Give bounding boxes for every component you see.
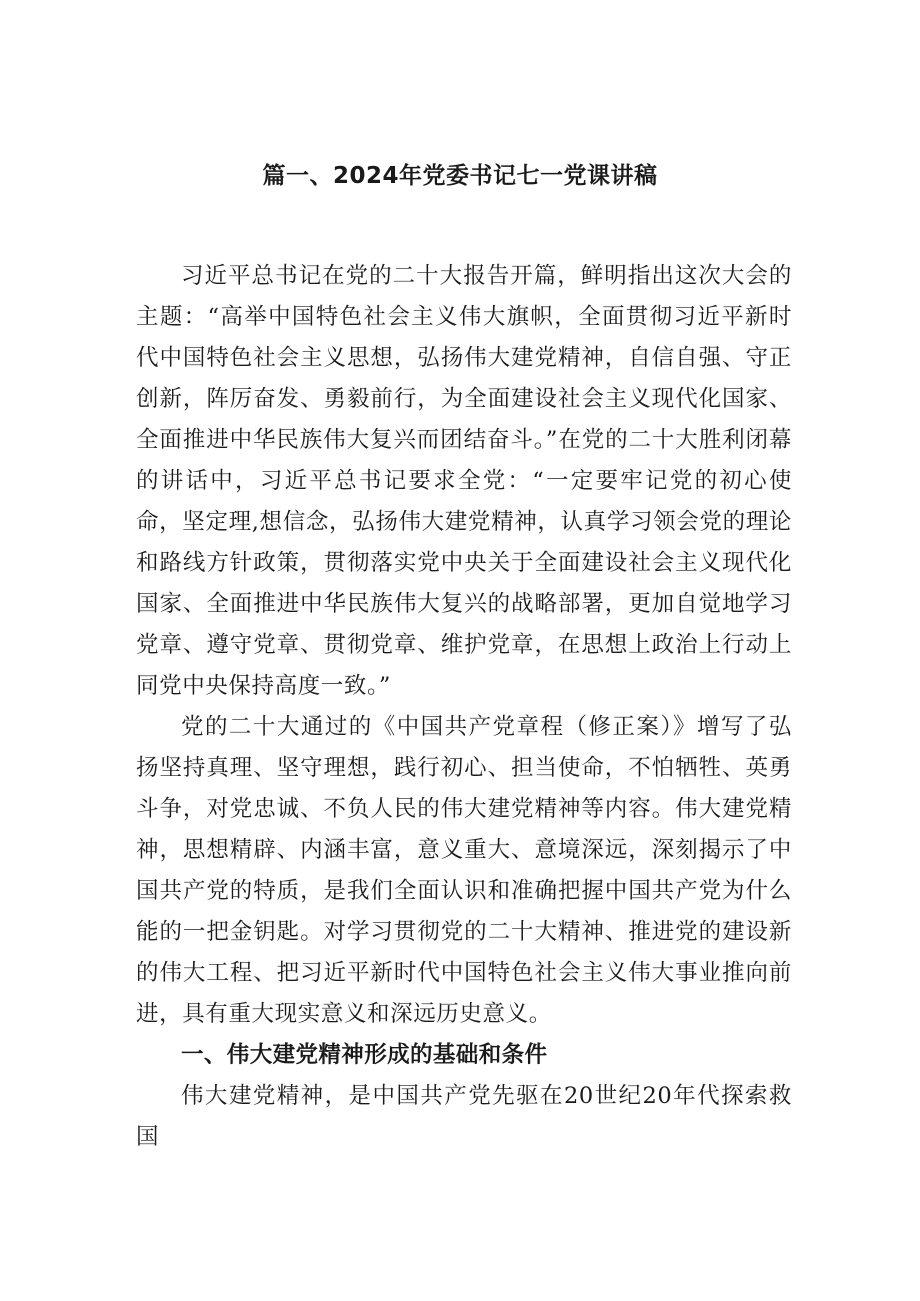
section-paragraph: 伟大建党精神，是中国共产党先驱在20世纪20年代探索救国 [136,1083,792,1150]
document-title: 篇一、2024年党委书记七一党课讲稿 [262,163,658,189]
paragraph-1: 习近平总书记在党的二十大报告开篇，鲜明指出这次大会的主题：“高举中国特色社会主义伟大旗帜，全面贯彻习近平新时代中国特色社会主义思想，弘扬伟大建党精神，自信自强、守正创新，阵厉奋发、勇毅前行，为全面建设社会主义现代化国家、全面推进中华民族伟大复兴而团结奋斗。”在党的二十大胜利闭幕的讲话中，习近平总书记要求全党：“一定要牢记党的初心使命，坚定理,想信念，弘扬伟大建党精神，认真学习领会党的理论和路线方针政策，贯彻落实党中央关于全面建设社会主义现代化国家、全面推进中华民族伟大复兴的战略部署，更加自觉地学习党章、遵守党章、贯彻党章、维护党章，在思想上政治上行动上同党中央保持高度一致。” [136,263,792,699]
document-body [136,256,792,1158]
section-heading: 一、伟大建党精神形成的基础和条件 [181,1042,548,1068]
paragraph-2: 党的二十大通过的《中国共产党章程（修正案）》增写了弘扬坚持真理、坚守理想，践行初心、担当使命，不怕牺牲、英勇斗争，对党忠诚、不负人民的伟大建党精神等内容。伟大建党精神，思想精辟、内涵丰富，意义重大、意境深远，深刻揭示了中国共产党的特质，是我们全面认识和准确把握中国共产党为什么能的一把金钥匙。对学习贯彻党的二十大精神、推进党的建设新的伟大工程、把习近平新时代中国特色社会主义伟大事业推向前进，具有重大现实意义和深远历史意义。 [136,714,792,1027]
